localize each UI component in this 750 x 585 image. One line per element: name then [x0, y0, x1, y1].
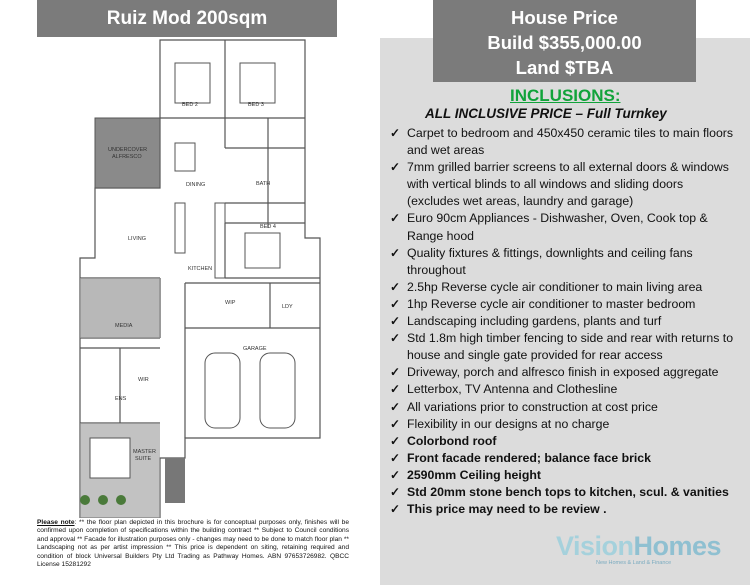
note-label: Please note	[37, 519, 75, 526]
check-mark-icon: ✓	[390, 416, 401, 431]
inclusion-text: Letterbox, TV Antenna and Clothesline	[407, 382, 618, 397]
room-label: BED 4	[260, 224, 276, 230]
vision-homes-logo	[556, 531, 721, 562]
floor-plan	[20, 38, 345, 518]
inclusion-item	[390, 467, 735, 484]
check-mark-icon: ✓	[390, 331, 401, 346]
inclusion-text: Colorbond roof	[407, 433, 497, 448]
check-mark-icon: ✓	[390, 279, 401, 294]
check-mark-icon: ✓	[390, 467, 401, 482]
check-mark-icon: ✓	[390, 484, 401, 499]
note-text: : ** the floor plan depicted in this brochure is for conceptual purposes only, finishes will be confirmed upon completion of specifications within the building contract ** Subject to Council conditions and approval ** Facade for illustration purposes only - changes may need to be done to match floor plan ** Landscaping not as per artist impression ** This price is dependent on siting, retaining required and condition of block Universal Builders Pty Ltd Trading as Pathway Homes. ABN 97653726982. QBCC License 15281292	[37, 519, 350, 569]
room-label: BATH	[256, 181, 271, 187]
logo-part2: Homes	[633, 531, 722, 561]
inclusion-text: Driveway, porch and alfresco finish in exposed aggregate	[407, 365, 719, 380]
room-label: MEDIA	[115, 323, 133, 329]
inclusion-text: Euro 90cm Appliances - Dishwasher, Oven, Cook top & Range hood	[407, 211, 708, 243]
inclusion-text: Std 20mm stone bench tops to kitchen, scul. & vanities	[407, 484, 729, 499]
plan-title: Ruiz Mod 200sqm	[37, 0, 337, 37]
room-label: LDY	[282, 304, 293, 310]
inclusions-subheading: ALL INCLUSIVE PRICE – Full Turnkey	[425, 106, 667, 121]
inclusion-text: 2.5hp Reverse cycle air conditioner to main living area	[407, 279, 703, 294]
logo-tagline: New Homes & Land & Finance	[596, 560, 672, 566]
inclusion-item	[390, 245, 735, 279]
check-mark-icon: ✓	[390, 433, 401, 448]
inclusion-item	[390, 416, 735, 433]
inclusion-item	[390, 501, 735, 518]
inclusion-text: Std 1.8m high timber fencing to side and rear with returns to house and single gate provided for rear access	[407, 331, 734, 363]
inclusion-text: 1hp Reverse cycle air conditioner to master bedroom	[407, 296, 696, 311]
check-mark-icon: ✓	[390, 399, 401, 414]
inclusions-list	[390, 125, 735, 518]
inclusion-item	[390, 381, 735, 398]
land-price: Land $TBA	[515, 57, 614, 78]
room-label: UNDERCOVER	[108, 147, 148, 153]
room-label: ENS	[115, 396, 127, 402]
room-label: WIP	[225, 300, 236, 306]
price-box	[433, 0, 696, 82]
inclusion-text: Front facade rendered; balance face brick	[407, 450, 651, 465]
room-label: GARAGE	[243, 346, 267, 352]
inclusion-item	[390, 210, 735, 244]
inclusion-text: All variations prior to construction at cost price	[407, 399, 658, 414]
inclusion-text: Landscaping including gardens, plants and turf	[407, 314, 662, 329]
room-label: BED 3	[248, 102, 264, 108]
inclusion-text: Flexibility in our designs at no charge	[407, 416, 610, 431]
inclusion-item	[390, 159, 735, 210]
room-label: KITCHEN	[188, 266, 213, 272]
room-label: MASTER	[133, 449, 156, 455]
check-mark-icon: ✓	[390, 314, 401, 329]
room-label: LIVING	[128, 236, 147, 242]
build-price: Build $355,000.00	[487, 32, 642, 53]
inclusion-item	[390, 450, 735, 467]
room-label: DINING	[186, 182, 206, 188]
inclusion-text: 2590mm Ceiling height	[407, 467, 541, 482]
room-label: BED 2	[182, 102, 198, 108]
check-mark-icon: ✓	[390, 296, 401, 311]
price-heading: House Price	[511, 7, 618, 28]
check-mark-icon: ✓	[390, 160, 401, 175]
inclusion-item	[390, 399, 735, 416]
inclusions-heading: INCLUSIONS:	[510, 86, 621, 105]
disclaimer-note	[37, 519, 349, 569]
check-mark-icon: ✓	[390, 365, 401, 380]
check-mark-icon: ✓	[390, 245, 401, 260]
inclusion-item	[390, 296, 735, 313]
check-mark-icon: ✓	[390, 126, 401, 140]
logo-part1: Vision	[556, 531, 634, 561]
check-mark-icon: ✓	[390, 502, 401, 517]
inclusion-item	[390, 125, 735, 159]
inclusion-item	[390, 313, 735, 330]
inclusion-text: Carpet to bedroom and 450x450 ceramic tiles to main floors and wet areas	[407, 126, 734, 158]
room-label: SUITE	[135, 456, 152, 462]
inclusion-item	[390, 279, 735, 296]
inclusion-text: 7mm grilled barrier screens to all external doors & windows with vertical blinds to all windows and sliding doors (excludes wet areas, laundry and garage)	[407, 160, 729, 209]
inclusion-item	[390, 484, 735, 501]
check-mark-icon: ✓	[390, 211, 401, 226]
check-mark-icon: ✓	[390, 450, 401, 465]
room-label: ALFRESCO	[112, 154, 142, 160]
check-mark-icon: ✓	[390, 382, 401, 397]
inclusion-text: This price may need to be review .	[407, 502, 607, 517]
inclusion-item	[390, 364, 735, 381]
inclusion-item	[390, 433, 735, 450]
inclusion-item	[390, 330, 735, 364]
room-label: WIR	[138, 377, 149, 383]
inclusion-text: Quality fixtures & fittings, downlights and ceiling fans throughout	[407, 245, 693, 277]
